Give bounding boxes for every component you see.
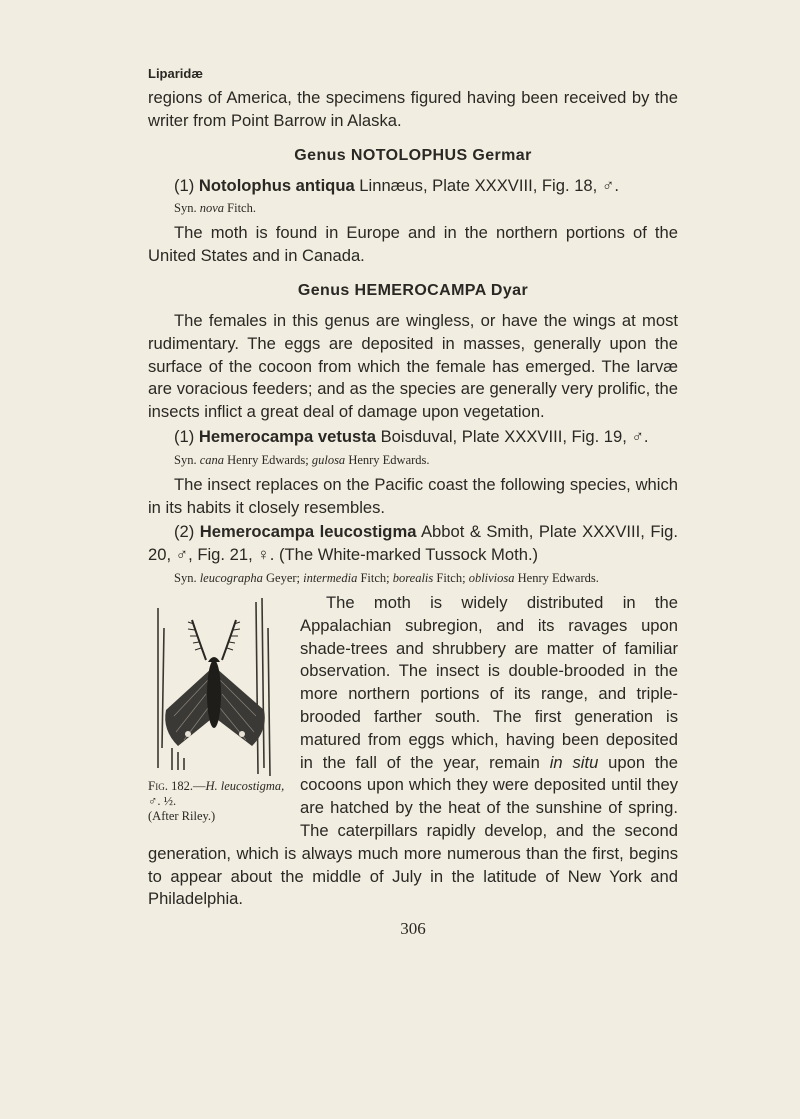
syn-author: Fitch; [433, 570, 469, 585]
species-number: (2) [174, 522, 195, 542]
figure-source: (After Riley.) [148, 808, 216, 823]
figure-species: H. leucostigma, [205, 778, 285, 793]
genus-heading-notolophus: Genus NOTOLOPHUS Germar [294, 146, 532, 164]
syn-author: Henry Edwards. [514, 570, 599, 585]
syn-author: Geyer; [262, 570, 304, 585]
syn-name: leucographa [199, 570, 263, 585]
species-reference: Linnæus, Plate XXXVIII, Fig. 18, ♂. [354, 175, 619, 195]
synonymy-notolophus-antiqua [148, 199, 678, 218]
paragraph-text: The moth is widely distributed in the Appalachian subregion, and its ravages upon shade-trees and shrubbery are matter of familiar observation. The insect is double-brooded in the more northern portions of its range, and triple-brooded farther south. The first generation is matured from eggs which, having been deposited in the fall of the year, remain [300, 592, 678, 772]
syn-author: Henry Edwards; [224, 452, 312, 467]
syn-name: intermedia [303, 570, 358, 585]
genus-heading-hemerocampa: Genus HEMEROCAMPA Dyar [297, 281, 529, 299]
syn-prefix: Syn. [174, 452, 200, 467]
vetusta-paragraph: The insect replaces on the Pacific coast the following species, which in its habits it closely resembles. [148, 474, 678, 517]
species-name: Hemerocampa vetusta [198, 426, 376, 446]
syn-name: obliviosa [468, 570, 515, 585]
species-entry-hemerocampa-leucostigma [148, 521, 678, 567]
hemerocampa-paragraph: The females in this genus are wingless, or have the wings at most rudimentary. The eggs are deposited in masses, generally upon the surface of the cocoon from which the female has emerged. The larvæ are voracious feeders; and as the species are generally very prolific, the insects inflict a great deal of damage upon vegetation. [148, 310, 678, 422]
page [148, 66, 678, 939]
tussock-moth-illustration [152, 598, 280, 776]
species-number: (1) [174, 426, 195, 446]
intro-paragraph: regions of America, the specimens figured having been received by the writer from Point Barrow in Alaska. [148, 88, 678, 130]
syn-prefix: Syn. [174, 201, 200, 216]
syn-author: Henry Edwards. [345, 452, 430, 467]
species-name: Notolophus antiqua [198, 175, 355, 195]
syn-author: Fitch. [224, 201, 256, 216]
page-number: 306 [400, 919, 426, 939]
species-number: (1) [174, 175, 195, 195]
figure-number: 182.— [167, 778, 206, 793]
notolophus-paragraph: The moth is found in Europe and in the northern portions of the United States and in Canada. [148, 223, 678, 266]
species-reference: Abbot & Smith, Plate XXXVIII, Fig. 20, ♂, Fig. 21, ♀. (The White-marked Tussock Moth.) [148, 522, 678, 565]
syn-prefix: Syn. [174, 570, 200, 585]
syn-name: nova [199, 201, 225, 216]
species-reference: Boisduval, Plate XXXVIII, Fig. 19, ♂. [376, 426, 649, 446]
figure-caption [148, 778, 288, 824]
figure-label: Fig. [148, 777, 168, 793]
synonymy-hemerocampa-leucostigma [148, 569, 678, 588]
species-entry-hemerocampa-vetusta [148, 426, 678, 449]
syn-author: Fitch; [357, 570, 393, 585]
syn-name: cana [199, 452, 225, 467]
italic-term: in situ [549, 752, 599, 772]
syn-name: gulosa [311, 452, 346, 467]
running-head: Liparidæ [148, 66, 203, 81]
figure-182 [148, 598, 288, 824]
species-entry-notolophus-antiqua [148, 175, 678, 198]
synonymy-hemerocampa-vetusta [148, 451, 678, 470]
paragraph-text: upon the cocoons upon which they were deposited until they are hatched by the heat of the sunshine of spring. The caterpillars rapidly develop, and the second generation, which is always much more numerous than the first, begins to appear about the middle of July in the latitude of New York and Philadelphia. [148, 752, 679, 909]
figure-sex-scale: ♂. ½. [148, 793, 177, 808]
species-name: Hemerocampa leucostigma [199, 522, 417, 542]
syn-name: borealis [392, 570, 434, 585]
